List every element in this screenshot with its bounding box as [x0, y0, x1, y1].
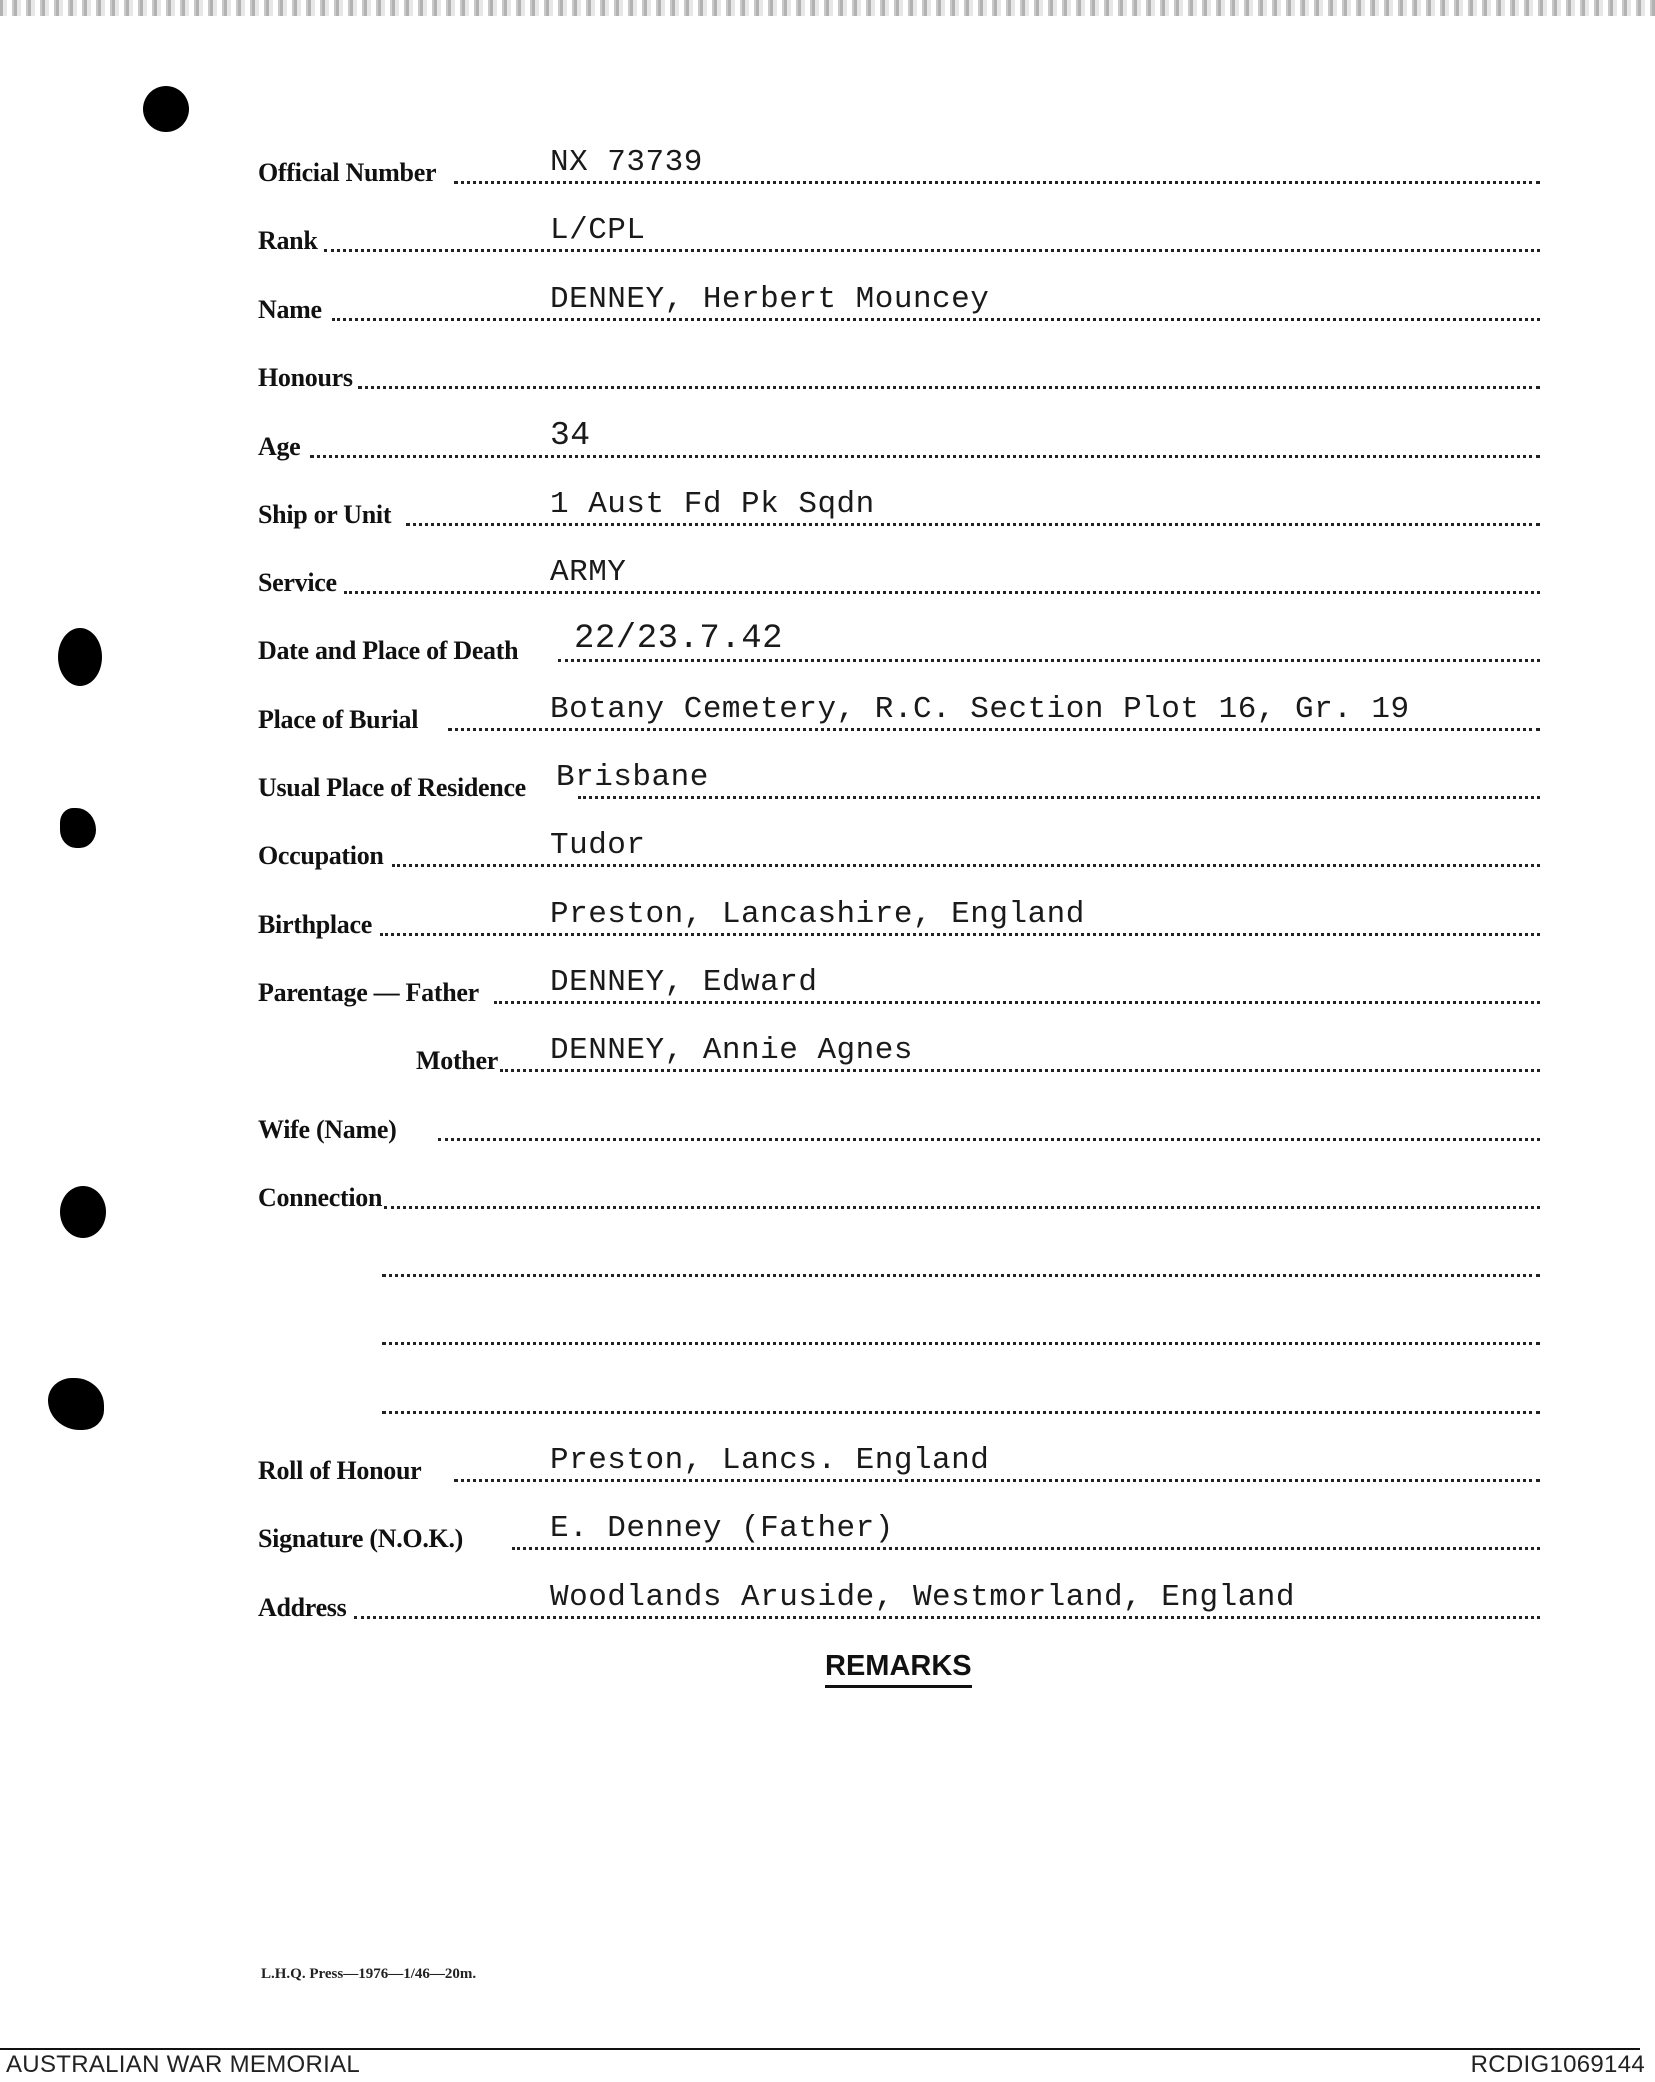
row-rank: [258, 213, 1540, 258]
label-name: Name: [258, 295, 322, 324]
value-occupation: Tudor: [550, 828, 646, 863]
dotted-line: [448, 728, 1540, 731]
label-roll-of-honour: Roll of Honour: [258, 1456, 422, 1485]
label-ship-or-unit: Ship or Unit: [258, 500, 392, 529]
row-connection: [258, 1175, 1540, 1215]
dotted-line: [310, 455, 1540, 458]
value-name: DENNEY, Herbert Mouncey: [550, 282, 990, 317]
row-date-place-death: [258, 620, 1540, 668]
label-birthplace: Birthplace: [258, 910, 372, 939]
row-age: [258, 417, 1540, 464]
label-age: Age: [258, 432, 301, 461]
punch-hole-lower: [60, 1186, 106, 1238]
label-service: Service: [258, 568, 337, 597]
dotted-line: [384, 1206, 1540, 1209]
row-service: [258, 555, 1540, 600]
dotted-line: [454, 181, 1540, 184]
row-place-of-burial: [258, 692, 1540, 737]
dotted-line: [558, 659, 1540, 662]
label-usual-residence: Usual Place of Residence: [258, 773, 526, 802]
row-roll-of-honour: [258, 1443, 1540, 1488]
value-ship-or-unit: 1 Aust Fd Pk Sqdn: [550, 487, 875, 522]
label-date-place-death: Date and Place of Death: [258, 636, 519, 665]
value-date-place-death: 22/23.7.42: [574, 620, 784, 658]
label-mother: Mother: [416, 1046, 498, 1075]
punch-hole-upper: [58, 628, 102, 686]
dotted-line: [392, 864, 1540, 867]
dotted-line: [512, 1547, 1540, 1550]
dotted-line: [380, 933, 1540, 936]
scan-edge-noise: [0, 0, 1655, 16]
value-signature: E. Denney (Father): [550, 1511, 894, 1546]
dotted-line: [438, 1138, 1540, 1141]
dotted-line: [358, 386, 1540, 389]
dotted-line: [324, 249, 1540, 252]
dotted-line: [382, 1274, 1540, 1277]
row-connection-blank-2: [258, 1311, 1540, 1351]
dotted-line: [382, 1342, 1540, 1345]
punch-hole-top: [143, 86, 189, 132]
label-father: Parentage — Father: [258, 978, 479, 1007]
row-usual-residence: [258, 760, 1540, 805]
label-signature: Signature (N.O.K.): [258, 1524, 464, 1553]
row-birthplace: [258, 897, 1540, 942]
dotted-line: [354, 1616, 1540, 1619]
row-father: [258, 965, 1540, 1010]
value-usual-residence: Brisbane: [556, 760, 709, 795]
label-honours: Honours: [258, 363, 353, 392]
dotted-line: [494, 1001, 1540, 1004]
label-wife: Wife (Name): [258, 1115, 397, 1144]
footer-archive-name: AUSTRALIAN WAR MEMORIAL: [6, 2051, 361, 2078]
row-occupation: [258, 828, 1540, 873]
value-roll-of-honour: Preston, Lancs. England: [550, 1443, 990, 1478]
label-address: Address: [258, 1593, 347, 1622]
value-birthplace: Preston, Lancashire, England: [550, 897, 1085, 932]
value-mother: DENNEY, Annie Agnes: [550, 1033, 913, 1068]
dotted-line: [578, 796, 1540, 799]
dotted-line: [344, 591, 1540, 594]
row-connection-blank-3: [258, 1380, 1540, 1420]
value-rank: L/CPL: [550, 213, 646, 248]
remarks-heading: REMARKS: [825, 1650, 972, 1688]
row-honours: [258, 355, 1540, 395]
row-connection-blank-1: [258, 1243, 1540, 1283]
row-official-number: [258, 145, 1540, 190]
footer-divider: [0, 2048, 1640, 2050]
dotted-line: [332, 318, 1540, 321]
row-signature: [258, 1511, 1540, 1556]
footer-record-id: RCDIG1069144: [1470, 2051, 1645, 2078]
label-connection: Connection: [258, 1183, 383, 1212]
value-service: ARMY: [550, 555, 627, 590]
row-wife: [258, 1107, 1540, 1147]
dotted-line: [382, 1411, 1540, 1414]
dotted-line: [500, 1069, 1540, 1072]
row-address: [258, 1580, 1540, 1625]
row-mother: [258, 1033, 1540, 1078]
punch-hole-middle: [60, 808, 96, 848]
value-official-number: NX 73739: [550, 145, 703, 180]
printer-note: L.H.Q. Press—1976—1/46—20m.: [261, 1966, 477, 1982]
punch-hole-bottom: [48, 1378, 104, 1430]
label-official-number: Official Number: [258, 158, 437, 187]
dotted-line: [406, 523, 1540, 526]
label-occupation: Occupation: [258, 841, 384, 870]
value-father: DENNEY, Edward: [550, 965, 818, 1000]
row-name: [258, 282, 1540, 327]
dotted-line: [454, 1479, 1540, 1482]
value-place-of-burial: Botany Cemetery, R.C. Section Plot 16, Gr. 19: [550, 692, 1410, 727]
value-age: 34: [550, 417, 591, 454]
value-address: Woodlands Aruside, Westmorland, England: [550, 1580, 1296, 1615]
label-place-of-burial: Place of Burial: [258, 705, 419, 734]
label-rank: Rank: [258, 226, 318, 255]
row-ship-or-unit: [258, 487, 1540, 532]
